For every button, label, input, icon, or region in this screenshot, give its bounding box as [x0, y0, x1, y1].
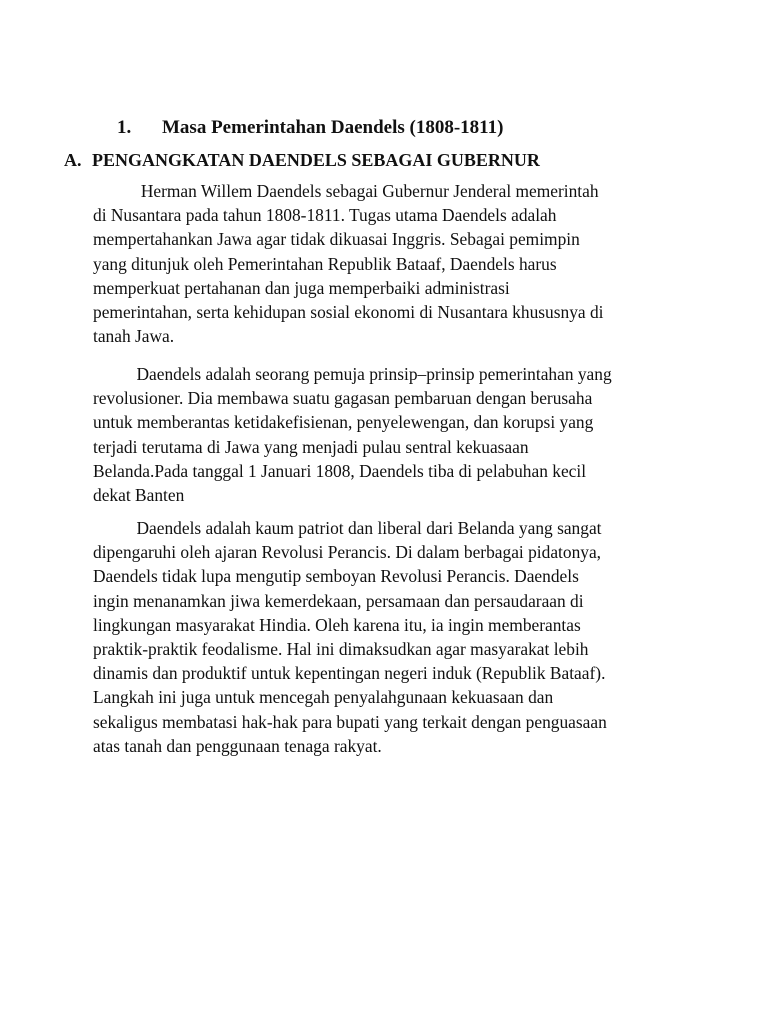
paragraph-line: pemerintahan, serta kehidupan sosial ekonomi di Nusantara khususnya di [93, 302, 604, 323]
paragraph-line: dinamis dan produktif untuk kepentingan negeri induk (Republik Bataaf). [93, 663, 606, 684]
paragraph-line: revolusioner. Dia membawa suatu gagasan pembaruan dengan berusaha [93, 388, 593, 409]
paragraph-line: Daendels adalah seorang pemuja prinsip–prinsip pemerintahan yang [93, 364, 612, 384]
subsection-heading [64, 150, 540, 171]
subsection-letter: A. [64, 150, 82, 170]
section-heading [117, 117, 503, 139]
paragraph-line: mempertahankan Jawa agar tidak dikuasai Inggris. Sebagai pemimpin [93, 229, 580, 250]
paragraph-line: sekaligus membatasi hak-hak para bupati yang terkait dengan penguasaan [93, 711, 607, 732]
section-title: Masa Pemerintahan Daendels (1808-1811) [162, 117, 504, 138]
paragraph-line: Daendels adalah kaum patriot dan liberal dari Belanda yang sangat [93, 518, 602, 538]
paragraph-line: terjadi terutama di Jawa yang menjadi pulau sentral kekuasaan [93, 436, 529, 457]
paragraph-line: Herman Willem Daendels sebagai Gubernur Jenderal memerintah [93, 181, 599, 201]
paragraph-line: memperkuat pertahanan dan juga memperbaiki administrasi [93, 277, 510, 298]
paragraph-2 [93, 362, 693, 507]
paragraph-line: di Nusantara pada tahun 1808-1811. Tugas utama Daendels adalah [93, 205, 557, 226]
paragraph-line: dipengaruhi oleh ajaran Revolusi Perancis. Di dalam berbagai pidatonya, [93, 542, 602, 563]
section-number: 1. [117, 117, 132, 138]
paragraph-line: lingkungan masyarakat Hindia. Oleh karena itu, ia ingin memberantas [93, 614, 581, 635]
paragraph-line: ingin menanamkan jiwa kemerdekaan, persamaan dan persaudaraan di [93, 590, 584, 611]
paragraph-line: atas tanah dan penggunaan tenaga rakyat. [93, 735, 382, 756]
paragraph-line: Daendels tidak lupa mengutip semboyan Revolusi Perancis. Daendels [93, 566, 579, 587]
paragraph-line: yang ditunjuk oleh Pemerintahan Republik Bataaf, Daendels harus [93, 253, 557, 274]
paragraph-line: Belanda.Pada tanggal 1 Januari 1808, Daendels tiba di pelabuhan kecil [93, 460, 587, 481]
paragraph-3 [93, 516, 693, 758]
paragraph-line: praktik-praktik feodalisme. Hal ini dimaksudkan agar masyarakat lebih [93, 639, 589, 660]
subsection-title: PENGANGKATAN DAENDELS SEBAGAI GUBERNUR [92, 150, 540, 170]
paragraph-line: tanah Jawa. [93, 326, 175, 347]
paragraph-line: dekat Banten [93, 485, 185, 506]
paragraph-line: Langkah ini juga untuk mencegah penyalahgunaan kekuasaan dan [93, 687, 554, 708]
paragraph-1 [93, 179, 693, 348]
paragraph-line: untuk memberantas ketidakefisienan, penyelewengan, dan korupsi yang [93, 412, 594, 433]
